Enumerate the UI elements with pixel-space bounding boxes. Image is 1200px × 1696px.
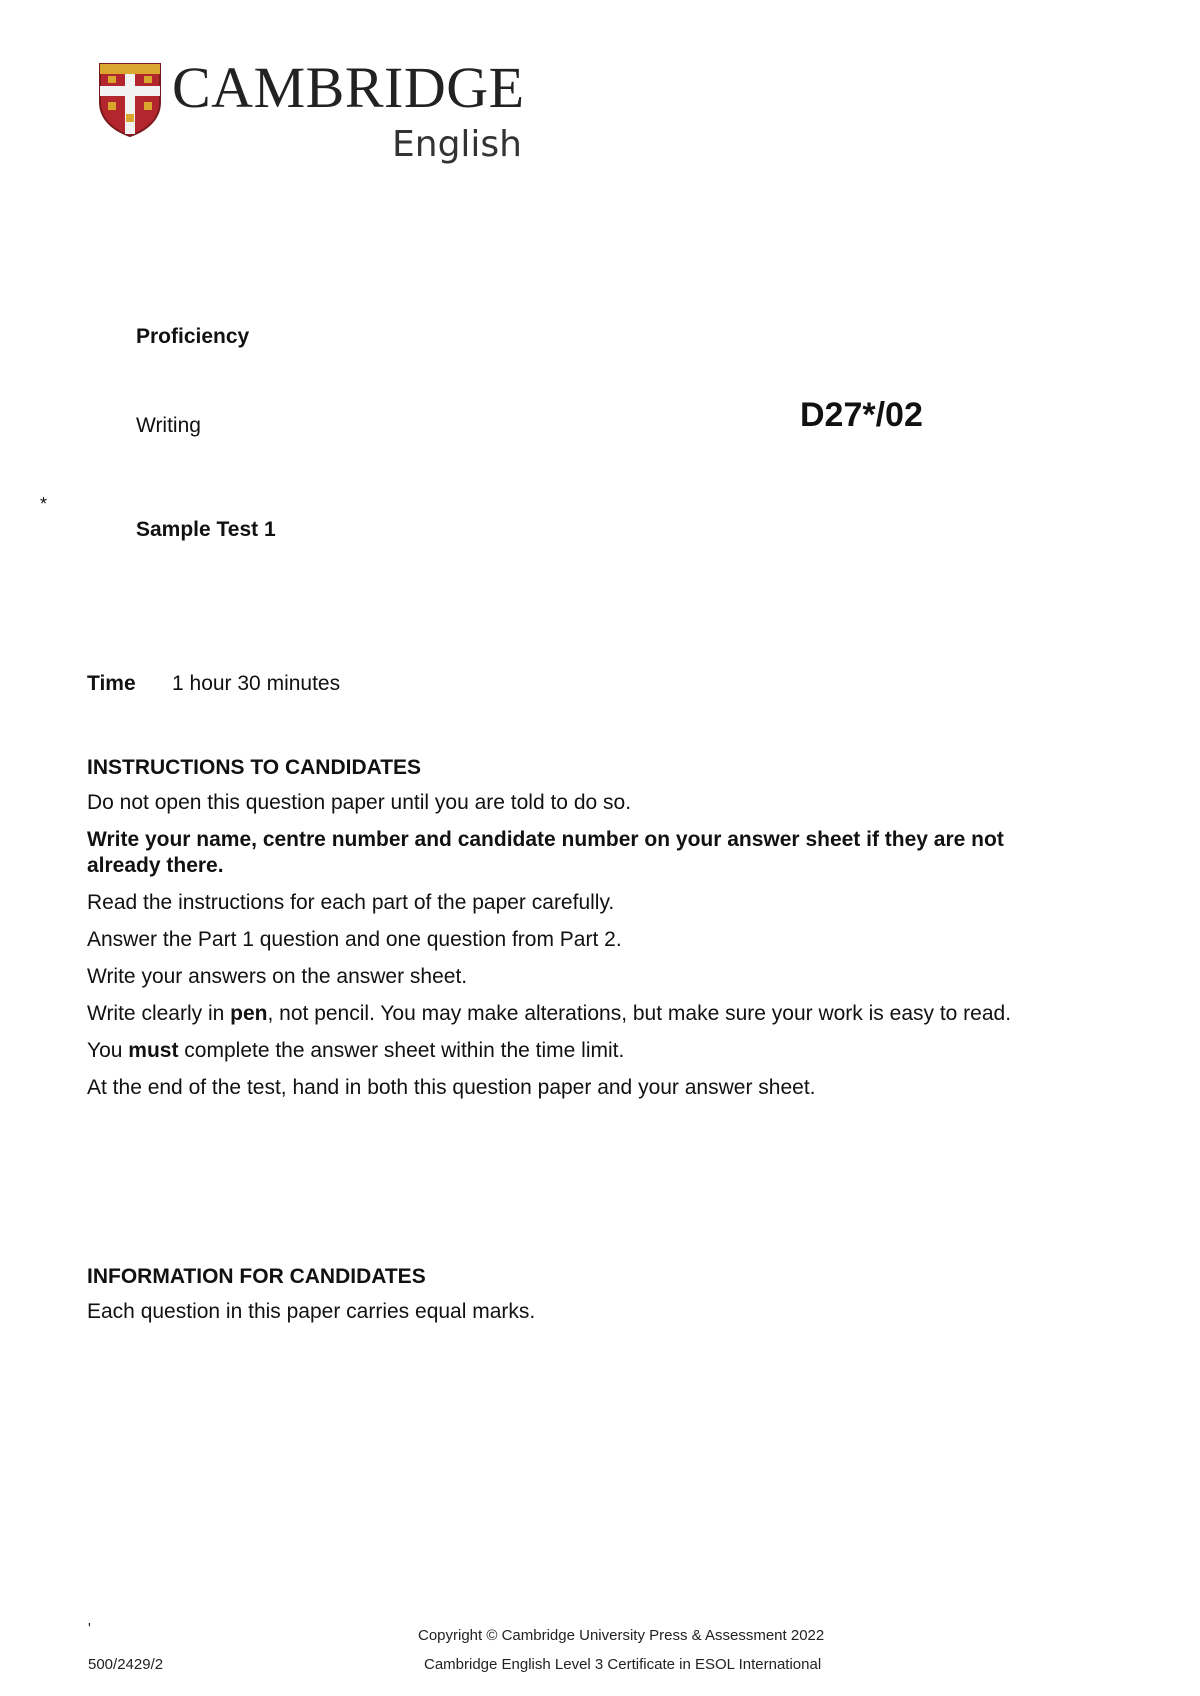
instruction-emphasis: must (128, 1039, 179, 1062)
exam-level: Proficiency (136, 325, 250, 348)
instructions-heading: INSTRUCTIONS TO CANDIDATES (87, 756, 422, 779)
instruction-emphasis: pen (230, 1002, 268, 1025)
information-section (87, 1265, 1027, 1325)
instructions-section (87, 756, 1027, 1112)
instruction-text: Write clearly in (87, 1002, 231, 1025)
certificate-title: Cambridge English Level 3 Certificate in ESOL International (424, 1656, 822, 1673)
instruction-text: complete the answer sheet within the time limit. (178, 1039, 625, 1062)
information-heading: INFORMATION FOR CANDIDATES (87, 1265, 426, 1288)
test-name: Sample Test 1 (136, 518, 276, 541)
paper-name: Writing (136, 414, 201, 437)
university-shield-icon (98, 62, 162, 138)
instruction-item (87, 1038, 1027, 1064)
time-label: Time (87, 672, 136, 695)
instruction-text: , not pencil. You may make alterations, but make sure your work is easy to read. (267, 1002, 1012, 1025)
footer-mark: ' (88, 1620, 91, 1637)
time-value: 1 hour 30 minutes (172, 672, 341, 695)
instruction-item: Write your answers on the answer sheet. (87, 965, 468, 988)
instruction-item: At the end of the test, hand in both this question paper and your answer sheet. (87, 1076, 816, 1099)
qualification-reference: 500/2429/2 (88, 1656, 164, 1673)
paper-code: D27*/02 (800, 396, 923, 434)
instruction-item (87, 1001, 1027, 1027)
instruction-item: Read the instructions for each part of the paper carefully. (87, 891, 615, 914)
instruction-item: Do not open this question paper until you are told to do so. (87, 791, 632, 814)
instruction-text: You (87, 1039, 129, 1062)
logo-subtext: English (392, 124, 522, 165)
asterisk-mark: * (40, 494, 48, 514)
cambridge-english-logo (98, 55, 528, 180)
information-item: Each question in this paper carries equal marks. (87, 1300, 536, 1323)
logo-wordmark: CAMBRIDGE (172, 55, 525, 120)
instruction-item: Write your name, centre number and candidate number on your answer sheet if they are not already there. (87, 828, 1004, 877)
instruction-item: Answer the Part 1 question and one question from Part 2. (87, 928, 622, 951)
copyright-notice: Copyright © Cambridge University Press & Assessment 2022 (418, 1627, 825, 1644)
